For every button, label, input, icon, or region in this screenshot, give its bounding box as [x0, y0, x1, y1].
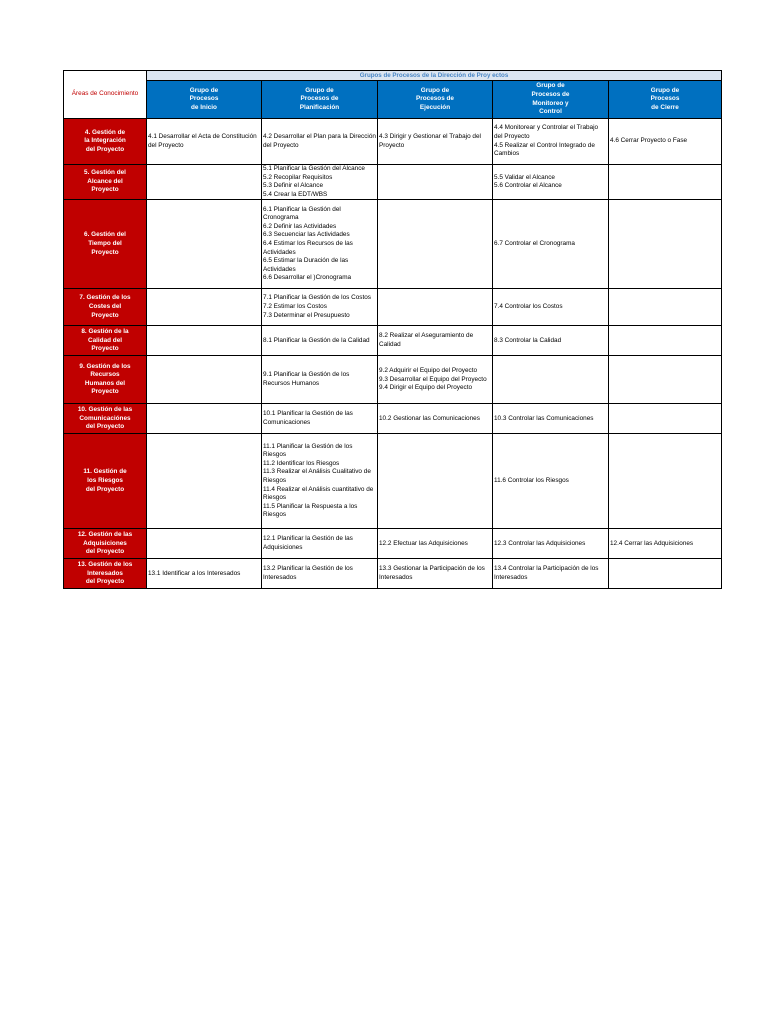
process-cell-ejecucion: 13.3 Gestionar la Participación de los Interesados — [378, 559, 493, 589]
super-header-row — [64, 71, 722, 81]
process-cell-cierre — [609, 200, 722, 289]
knowledge-area-label: 4. Gestión de la Integración del Proyecto — [64, 119, 147, 165]
knowledge-area-label: 13. Gestión de los Interesados del Proyecto — [64, 559, 147, 589]
table-row — [64, 434, 722, 529]
process-cell-cierre — [609, 326, 722, 356]
process-cell-inicio: 13.1 Identificar a los Interesados — [147, 559, 262, 589]
table-row — [64, 404, 722, 434]
table-row — [64, 529, 722, 559]
process-cell-monitoreo: 4.4 Monitorear y Controlar el Trabajo del Proyecto 4.5 Realizar el Control Integrado de Cambios — [493, 119, 609, 165]
table-row — [64, 200, 722, 289]
process-cell-ejecucion: 9.2 Adquirir el Equipo del Proyecto 9.3 Desarrollar el Equipo del Proyecto 9.4 Dirigir el Equipo del Proyecto — [378, 356, 493, 404]
process-cell-planificacion: 10.1 Planificar la Gestión de las Comunicaciones — [262, 404, 378, 434]
knowledge-area-label: 6. Gestión del Tiempo del Proyecto — [64, 200, 147, 289]
knowledge-area-label: 11. Gestión de los Riesgos del Proyecto — [64, 434, 147, 529]
table-row — [64, 326, 722, 356]
process-cell-cierre — [609, 434, 722, 529]
table-row — [64, 289, 722, 326]
process-cell-inicio — [147, 326, 262, 356]
process-cell-ejecucion — [378, 200, 493, 289]
process-cell-monitoreo: 11.6 Controlar los Riesgos — [493, 434, 609, 529]
process-matrix-table — [63, 70, 722, 589]
process-cell-planificacion: 12.1 Planificar la Gestión de las Adquisiciones — [262, 529, 378, 559]
knowledge-area-label: 7. Gestión de los Costes del Proyecto — [64, 289, 147, 326]
process-cell-cierre — [609, 404, 722, 434]
group-header-planificacion: Grupo de Procesos de Planificación — [262, 81, 378, 119]
process-cell-cierre: 12.4 Cerrar las Adquisiciones — [609, 529, 722, 559]
table-row — [64, 559, 722, 589]
process-cell-inicio: 4.1 Desarrollar el Acta de Constitución del Proyecto — [147, 119, 262, 165]
knowledge-area-label: 9. Gestión de los Recursos Humanos del Proyecto — [64, 356, 147, 404]
process-cell-inicio — [147, 165, 262, 200]
process-cell-inicio — [147, 404, 262, 434]
group-header-row — [64, 81, 722, 119]
group-header-inicio: Grupo de Procesos de Inicio — [147, 81, 262, 119]
process-cell-inicio — [147, 356, 262, 404]
group-header-cierre: Grupo de Procesos de Cierre — [609, 81, 722, 119]
process-cell-planificacion: 7.1 Planificar la Gestión de los Costos 7.2 Estimar los Costos 7.3 Determinar el Presupuesto — [262, 289, 378, 326]
process-cell-monitoreo: 5.5 Validar el Alcance 5.6 Controlar el Alcance — [493, 165, 609, 200]
corner-header: Áreas de Conocimiento — [64, 71, 147, 119]
process-cell-monitoreo: 12.3 Controlar las Adquisiciones — [493, 529, 609, 559]
process-cell-ejecucion — [378, 165, 493, 200]
table-row — [64, 119, 722, 165]
knowledge-area-label: 5. Gestión del Alcance del Proyecto — [64, 165, 147, 200]
process-cell-inicio — [147, 529, 262, 559]
table-row — [64, 356, 722, 404]
process-cell-cierre — [609, 165, 722, 200]
process-cell-ejecucion: 10.2 Gestionar las Comunicaciones — [378, 404, 493, 434]
process-cell-planificacion: 11.1 Planificar la Gestión de los Riesgos 11.2 Identificar los Riesgos 11.3 Realizar el Análisis Cualitativo de Riesgos 11.4 Realizar el Análisis cuantitativo de Riesgos 11.5 Planificar la Respuesta a los Riesgos — [262, 434, 378, 529]
process-cell-inicio — [147, 289, 262, 326]
process-cell-planificacion: 6.1 Planificar la Gestión del Cronograma 6.2 Definir las Actividades 6.3 Secuenciar las Actividades 6.4 Estimar los Recursos de las Actividades 6.5 Estimar la Duración de las Actividades 6.6 Desarrollar el )Cronograma — [262, 200, 378, 289]
process-cell-ejecucion: 4.3 Dirigir y Gestionar el Trabajo del Proyecto — [378, 119, 493, 165]
process-cell-inicio — [147, 200, 262, 289]
group-header-monitoreo: Grupo de Procesos de Monitoreo y Control — [493, 81, 609, 119]
knowledge-area-rows — [64, 119, 722, 589]
process-cell-cierre: 4.6 Cerrar Proyecto o Fase — [609, 119, 722, 165]
process-cell-ejecucion — [378, 434, 493, 529]
process-cell-cierre — [609, 559, 722, 589]
process-cell-planificacion: 4.2 Desarrollar el Plan para la Dirección del Proyecto — [262, 119, 378, 165]
group-header-ejecucion: Grupo de Procesos de Ejecución — [378, 81, 493, 119]
process-cell-cierre — [609, 289, 722, 326]
process-cell-ejecucion: 12.2 Efectuar las Adquisiciones — [378, 529, 493, 559]
table-row — [64, 165, 722, 200]
knowledge-area-label: 12. Gestión de las Adquisiciones del Proyecto — [64, 529, 147, 559]
process-cell-inicio — [147, 434, 262, 529]
process-cell-ejecucion: 8.2 Realizar el Aseguramiento de Calidad — [378, 326, 493, 356]
process-cell-monitoreo: 8.3 Controlar la Calidad — [493, 326, 609, 356]
process-cell-planificacion: 8.1 Planificar la Gestión de la Calidad — [262, 326, 378, 356]
process-cell-monitoreo — [493, 356, 609, 404]
process-cell-monitoreo: 13.4 Controlar la Participación de los Interesados — [493, 559, 609, 589]
process-cell-monitoreo: 7.4 Controlar los Costos — [493, 289, 609, 326]
process-cell-monitoreo: 10.3 Controlar las Comunicaciones — [493, 404, 609, 434]
process-cell-planificacion: 5.1 Planificar la Gestión del Alcance 5.2 Recopilar Requisitos 5.3 Definir el Alcance 5.4 Crear la EDT/WBS — [262, 165, 378, 200]
knowledge-area-label: 10. Gestión de las Comunicaciónes del Proyecto — [64, 404, 147, 434]
process-groups-title: Grupos de Procesos de la Dirección de Proy ectos — [147, 71, 722, 81]
process-cell-ejecucion — [378, 289, 493, 326]
process-cell-cierre — [609, 356, 722, 404]
process-cell-monitoreo: 6.7 Controlar el Cronograma — [493, 200, 609, 289]
process-cell-planificacion: 13.2 Planificar la Gestión de los Interesados — [262, 559, 378, 589]
knowledge-area-label: 8. Gestión de la Calidad del Proyecto — [64, 326, 147, 356]
process-cell-planificacion: 9.1 Planificar la Gestión de los Recursos Humanos — [262, 356, 378, 404]
